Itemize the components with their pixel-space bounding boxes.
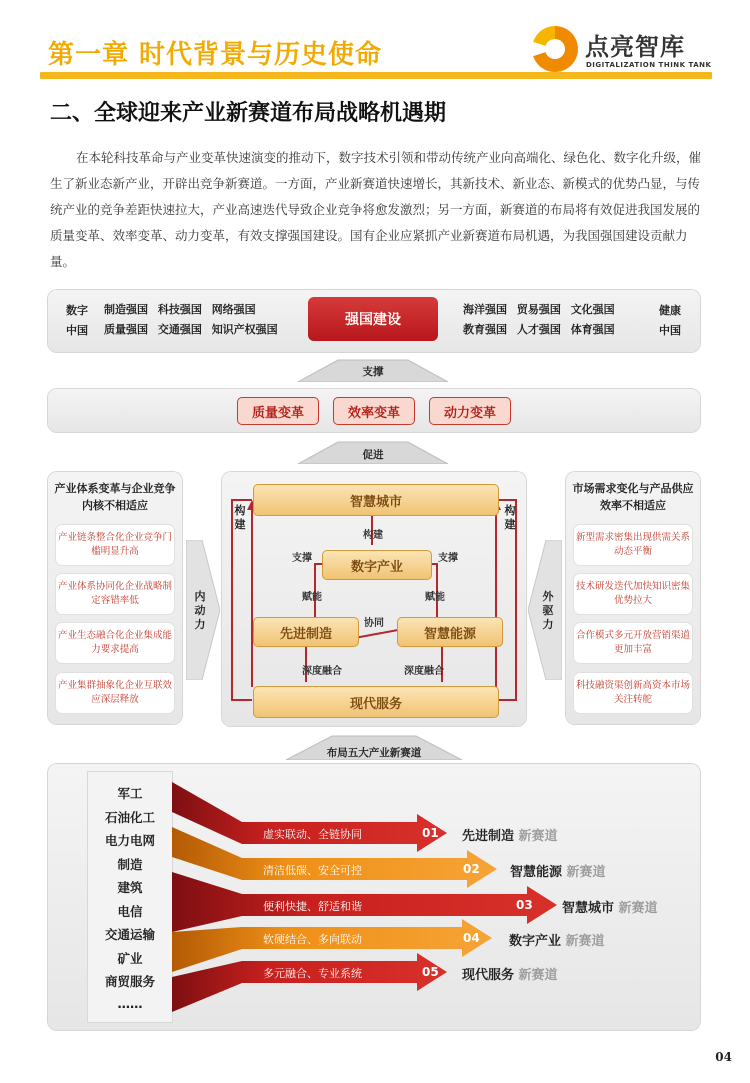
left-grid-item: 质量强国 (104, 323, 148, 336)
external-drive-item: 合作模式多元开放营销渠道更加丰富 (574, 623, 692, 663)
industry-item: 军工 (117, 786, 143, 801)
track-1-tag: 新赛道 (518, 829, 558, 844)
right-last-label (656, 301, 684, 341)
logo-subtitle: DIGITALIZATION THINK TANK (586, 61, 712, 69)
track-5-tag: 新赛道 (518, 968, 558, 983)
track-1-name (462, 825, 558, 844)
industry-item: 制造 (117, 856, 143, 872)
logo-name: 点亮智库 (585, 33, 685, 61)
external-drive-title: 市场需求变化与产品供应效率不相适应 (572, 482, 694, 512)
industry-item: 商贸服务 (104, 974, 155, 989)
external-drive-label: 外 驱 力 (542, 590, 554, 631)
track-3-num: 03 (516, 898, 533, 912)
left-first-line1: 数字 (66, 304, 88, 317)
external-drive-item: 科技融资渠创新高资本市场关注转舵 (574, 673, 692, 713)
industry-item: 建筑 (117, 880, 143, 895)
track-5-name (462, 964, 558, 983)
industry-item: 电信 (117, 903, 143, 919)
logo-icon-center (545, 39, 565, 59)
industry-item: 石油化工 (104, 809, 155, 825)
track-2-tag: 新赛道 (566, 865, 606, 880)
internal-drive-item: 产业生态融合化企业集成能力要求提高 (56, 623, 174, 663)
tracks-arrows (172, 772, 592, 1022)
label-collab: 协同 (364, 618, 384, 629)
reform-efficiency: 效率变革 (333, 397, 415, 425)
left-grid-row1 (104, 300, 262, 320)
left-grid-item: 网络强国 (211, 303, 256, 316)
right-last-line1: 健康 (659, 304, 681, 317)
section-title: 二、全球迎来产业新赛道布局战略机遇期 (50, 101, 447, 126)
track-4-text: 软硬结合、多向联动 (263, 933, 362, 946)
right-grid-row1 (463, 300, 621, 320)
right-grid-row2 (463, 320, 621, 340)
track-ribbon-3 (172, 872, 557, 932)
industry-item: 电力电网 (104, 833, 155, 848)
track-4-num: 04 (463, 931, 480, 945)
left-grid-item: 制造强国 (104, 303, 148, 316)
label-deep-left: 深度融合 (302, 666, 342, 677)
external-drive-item: 技术研发迭代加快知识密集优势拉大 (574, 574, 692, 614)
promote-arrow-label: 促进 (362, 449, 384, 461)
industry-item: 交通运输 (104, 927, 155, 942)
reform-quality: 质量变革 (237, 397, 319, 425)
internal-drive-title: 产业体系变革与企业竞争内核不相适应 (54, 482, 176, 512)
track-2-num: 02 (463, 862, 480, 876)
track-3-tag: 新赛道 (618, 901, 658, 916)
internal-drive-item: 产业集群抽象化企业互联效应深层释放 (56, 673, 174, 713)
industry-list-items (90, 784, 170, 1019)
label-support-left: 支撑 (292, 553, 312, 564)
track-4-title: 数字产业 (509, 934, 562, 949)
track-5-num: 05 (422, 965, 439, 979)
track-3-name (562, 897, 658, 916)
support-arrow-label: 支撑 (362, 366, 384, 378)
track-4-name (509, 930, 605, 949)
node-smart-city: 智慧城市 (253, 484, 499, 516)
header-divider (40, 72, 712, 79)
label-build-right: 构 建 (504, 504, 516, 531)
track-1-text: 虚实联动、全链协同 (263, 828, 362, 841)
left-grid-item: 交通强国 (157, 323, 202, 336)
track-5-title: 现代服务 (462, 968, 515, 983)
page-number: 04 (715, 1050, 732, 1064)
node-advanced-mfg: 先进制造 (253, 617, 359, 647)
label-deep-right: 深度融合 (404, 666, 444, 677)
right-grid-item: 文化强国 (570, 303, 615, 316)
left-first-label (63, 301, 91, 341)
layout-arrow-label: 布局五大产业新赛道 (326, 747, 422, 759)
left-grid-item: 科技强国 (157, 303, 202, 316)
track-1-num: 01 (422, 826, 439, 840)
reform-power: 动力变革 (429, 397, 511, 425)
track-1-title: 先进制造 (462, 829, 515, 844)
left-first-line2: 中国 (66, 324, 88, 337)
node-modern-service: 现代服务 (253, 686, 499, 718)
track-3-text: 便利快捷、舒适和谐 (263, 900, 362, 913)
right-grid-item: 贸易强国 (516, 303, 561, 316)
label-build-left: 构 建 (234, 504, 246, 531)
track-4-tag: 新赛道 (565, 934, 605, 949)
node-smart-energy: 智慧能源 (397, 617, 503, 647)
strong-nation-center: 强国建设 (308, 297, 438, 341)
right-grid-item: 教育强国 (463, 323, 507, 336)
track-ribbon-5 (172, 953, 447, 1012)
internal-drive-label: 内 动 力 (194, 590, 206, 631)
track-5-text: 多元融合、专业系统 (263, 967, 362, 980)
node-digital-industry: 数字产业 (322, 550, 432, 580)
right-grid-item: 人才强国 (516, 323, 561, 336)
internal-drive-item: 产业体系协同化企业战略制定容错率低 (56, 574, 174, 614)
track-2-text: 清洁低碳、安全可控 (263, 864, 362, 877)
label-build-center: 构建 (363, 530, 383, 541)
body-paragraph: 在本轮科技革命与产业变革快速演变的推动下，数字技术引领和带动传统产业向高端化、绿色化、数字化升级，催生了新业态新产业，开辟出竞争新赛道。一方面，产业新赛道快速增长，其新技术、新业态、新模式的优势凸显，与传统产业的竞争差距快速拉大，产业高速迭代导致企业竞争将愈发激烈；另一方面，新赛道的布局将有效促进我国发展的质量变革、效率变革、动力变革，有效支撑强国建设。国有企业应紧抓产业新赛道布局机遇，为我国强国建设贡献力量。 (50, 150, 702, 269)
chapter-title: 第一章 时代背景与历史使命 (48, 40, 383, 70)
track-2-title: 智慧能源 (510, 865, 563, 880)
external-drive-item: 新型需求密集出现供需关系动态平衡 (574, 525, 692, 565)
industry-item: …… (117, 995, 143, 1011)
label-support-right: 支撑 (438, 553, 458, 564)
label-empower-left: 赋能 (302, 592, 322, 603)
left-grid-row2 (104, 320, 284, 340)
label-empower-right: 赋能 (425, 592, 445, 603)
right-grid-item: 体育强国 (570, 323, 615, 336)
industry-item: 矿业 (117, 950, 143, 966)
internal-drive-item: 产业链条整合化企业竞争门槛明显升高 (56, 525, 174, 565)
left-grid-item: 知识产权强国 (211, 323, 278, 336)
track-2-name (510, 861, 606, 880)
track-3-title: 智慧城市 (562, 901, 615, 916)
right-last-line2: 中国 (659, 324, 681, 337)
right-grid-item: 海洋强国 (463, 303, 507, 316)
